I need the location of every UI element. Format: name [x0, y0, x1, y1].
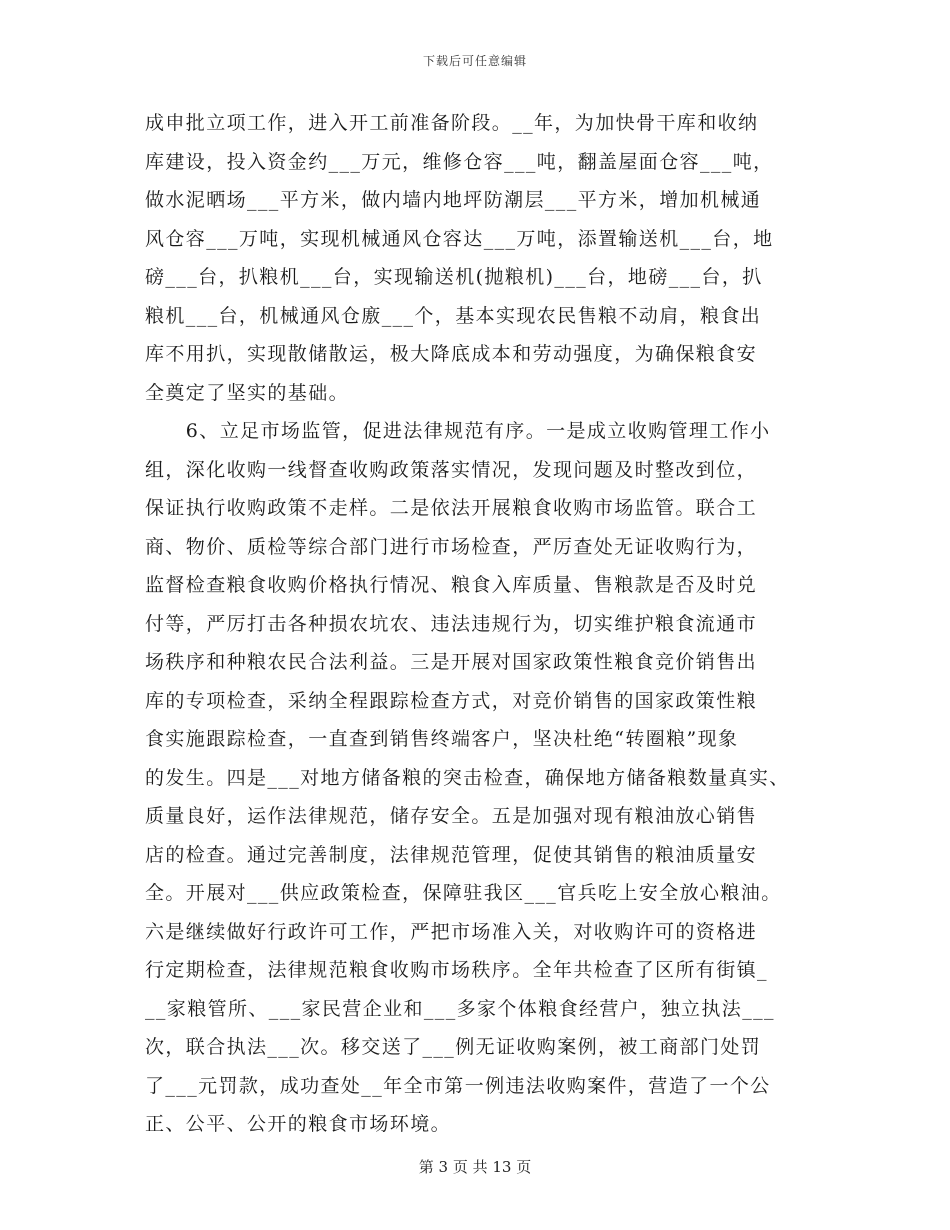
- text-line: 了___元罚款，成功查处__年全市第一例违法收购案件，营造了一个公: [145, 1074, 771, 1097]
- text-line: 行定期检查，法律规范粮食收购市场秩序。全年共检查了区所有街镇_: [145, 959, 768, 981]
- text-line: 店的检查。通过完善制度，法律规范管理，促使其销售的粮油质量安: [145, 843, 758, 866]
- document-body: [145, 104, 825, 1144]
- page-header: 下载后可任意编辑: [422, 54, 527, 68]
- text-line: 6、立足市场监管，促进法律规范有序。一是成立收购管理工作小: [145, 420, 771, 442]
- text-line: 食实施跟踪检查，一直查到销售终端客户，坚决杜绝“转圈粮”现象: [145, 728, 739, 750]
- text-line: 保证执行收购政策不走样。二是依法开展粮食收购市场监管。联合工: [145, 497, 758, 519]
- text-line: 正、公平、公开的粮食市场环境。: [145, 1113, 452, 1135]
- text-line: 六是继续做好行政许可工作，严把市场准入关，对收购许可的资格进: [145, 920, 758, 943]
- text-line: 次，联合执法___次。移交送了___例无证收购案例，被工商部门处罚: [145, 1036, 762, 1058]
- text-line: 库不用扒，实现散储散运，极大降底成本和劳动强度，为确保粮食安: [145, 343, 758, 365]
- text-line: 商、物价、质检等综合部门进行市场检查，严厉查处无证收购行为，: [145, 535, 758, 558]
- page-footer: 第 3 页 共 13 页: [418, 1158, 532, 1176]
- text-line: 粮机___台，机械通风仓廒___个，基本实现农民售粮不动肩，粮食出: [145, 304, 762, 327]
- text-line: 全。开展对___供应政策检查，保障驻我区___官兵吃上安全放心粮油。: [145, 882, 782, 904]
- text-line: 磅___台，扒粮机___台，实现输送机(抛粮机)___台，地磅___台，扒: [145, 266, 763, 288]
- text-line: 全奠定了坚实的基础。: [145, 381, 350, 404]
- text-line: 库的专项检查，采纳全程跟踪检查方式，对竞价销售的国家政策性粮: [145, 689, 758, 712]
- text-line: 风仓容___万吨，实现机械通风仓容达___万吨，添置输送机___台，地: [145, 227, 774, 250]
- text-line: 监督检查粮食收购价格执行情况、粮食入库质量、售粮款是否及时兑: [145, 574, 758, 596]
- text-line: 成申批立项工作，进入开工前准备阶段。__年，为加快骨干库和收纳: [145, 112, 759, 134]
- text-line: 库建设，投入资金约___万元，维修仓容___吨，翻盖屋面仓容___吨，: [145, 150, 774, 173]
- text-line: 质量良好，运作法律规范，储存安全。五是加强对现有粮油放心销售: [145, 805, 758, 827]
- text-line: 付等，严厉打击各种损农坑农、违法违规行为，切实维护粮食流通市: [145, 612, 758, 635]
- text-line: 做水泥晒场___平方米，做内墙内地坪防潮层___平方米，增加机械通: [145, 189, 762, 211]
- text-line: 的发生。四是___对地方储备粮的突击检查，确保地方储备粮数量真实、: [145, 766, 790, 789]
- text-line: 场秩序和种粮农民合法利益。三是开展对国家政策性粮食竞价销售出: [145, 651, 758, 673]
- text-line: 组，深化收购一线督查收购政策落实情况，发现问题及时整改到位，: [145, 458, 758, 481]
- text-line: __家粮管所、___家民营企业和___多家个体粮食经营户，独立执法___: [145, 997, 775, 1020]
